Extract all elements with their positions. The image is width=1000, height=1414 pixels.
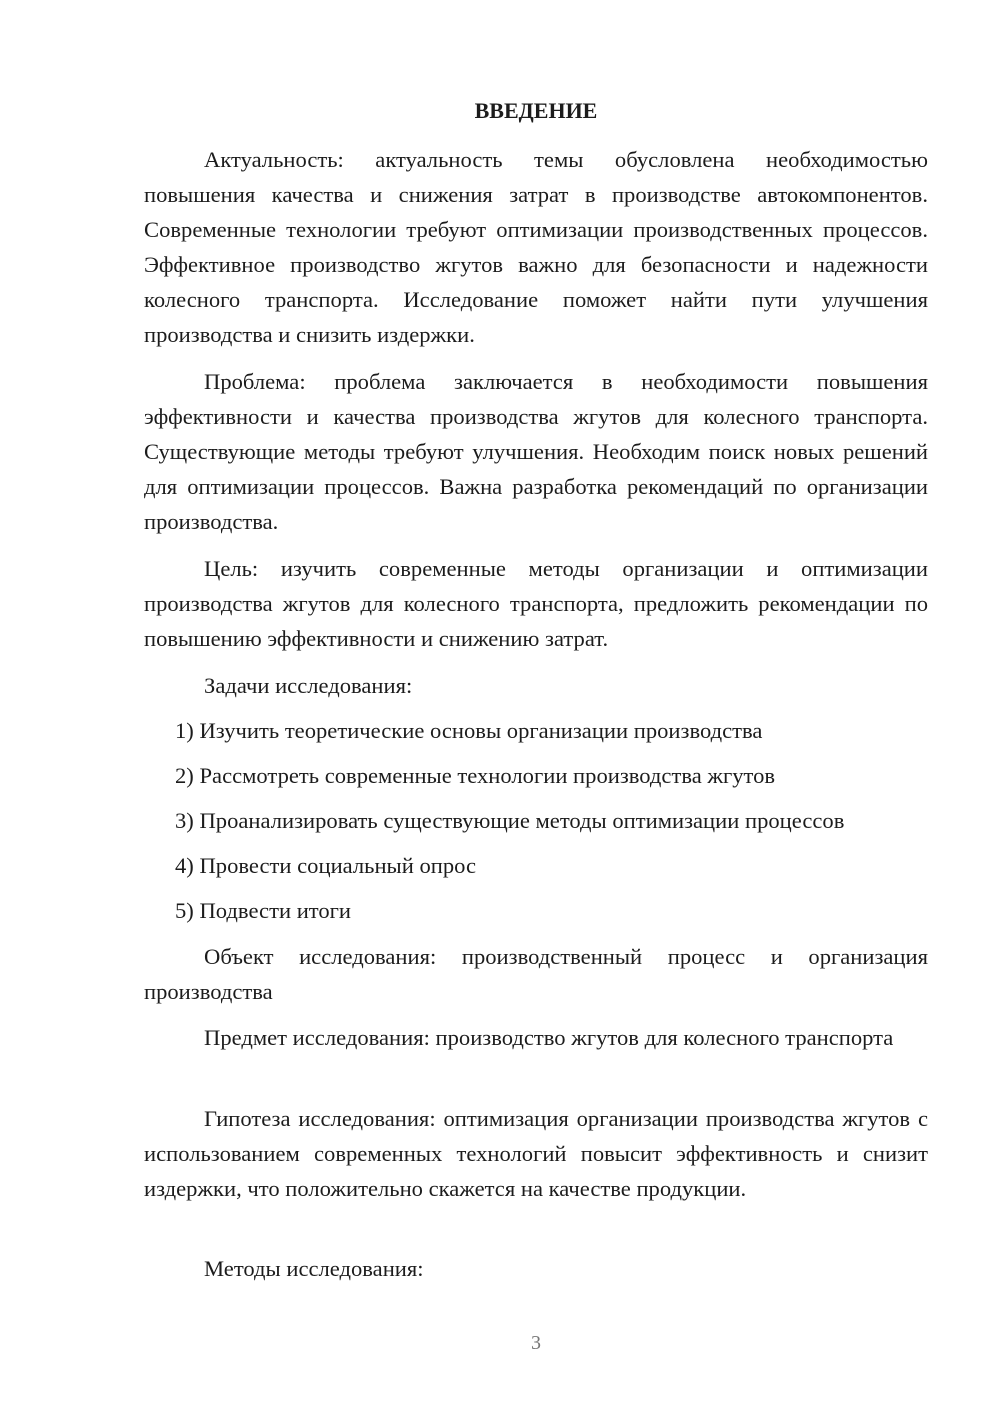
task-item-5: 5) Подвести итоги [175, 898, 352, 923]
task-item-4: 4) Провести социальный опрос [175, 853, 477, 878]
paragraph-hypothesis: Гипотеза исследования: оптимизация организации производства жгутов с использованием современных технологий повысит эффективность и снизит издержки, что положительно скажется на качестве продукции. [144, 1106, 928, 1201]
task-item-1: 1) Изучить теоретические основы организации производства [175, 718, 763, 743]
paragraph-subject: Предмет исследования: производство жгутов для колесного транспорта [204, 1025, 894, 1050]
page-number: 3 [531, 1332, 541, 1354]
paragraph-relevance: Актуальность: актуальность темы обусловлена необходимостью повышения качества и снижения затрат в производстве автокомпонентов. Современные технологии требуют оптимизации производственных процессов. Эффективное производство жгутов важно для безопасности и надежности колесного транспорта. Исследование поможет найти пути улучшения производства и снизить издержки. [144, 147, 928, 347]
paragraph-object: Объект исследования: производственный процесс и организация производства [144, 944, 928, 1004]
paragraph-goal: Цель: изучить современные методы организации и оптимизации производства жгутов для колесного транспорта, предложить рекомендации по повышению эффективности и снижению затрат. [144, 556, 928, 651]
task-item-3: 3) Проанализировать существующие методы оптимизации процессов [175, 808, 845, 833]
tasks-heading: Задачи исследования: [204, 673, 413, 698]
paragraph-problem: Проблема: проблема заключается в необходимости повышения эффективности и качества производства жгутов для колесного транспорта. Существующие методы требуют улучшения. Необходим поиск новых решений для оптимизации процессов. Важна разработка рекомендаций по организации производства. [144, 369, 928, 534]
task-item-2: 2) Рассмотреть современные технологии производства жгутов [175, 763, 776, 788]
methods-heading: Методы исследования: [204, 1256, 424, 1281]
section-title: ВВЕДЕНИЕ [474, 98, 598, 123]
